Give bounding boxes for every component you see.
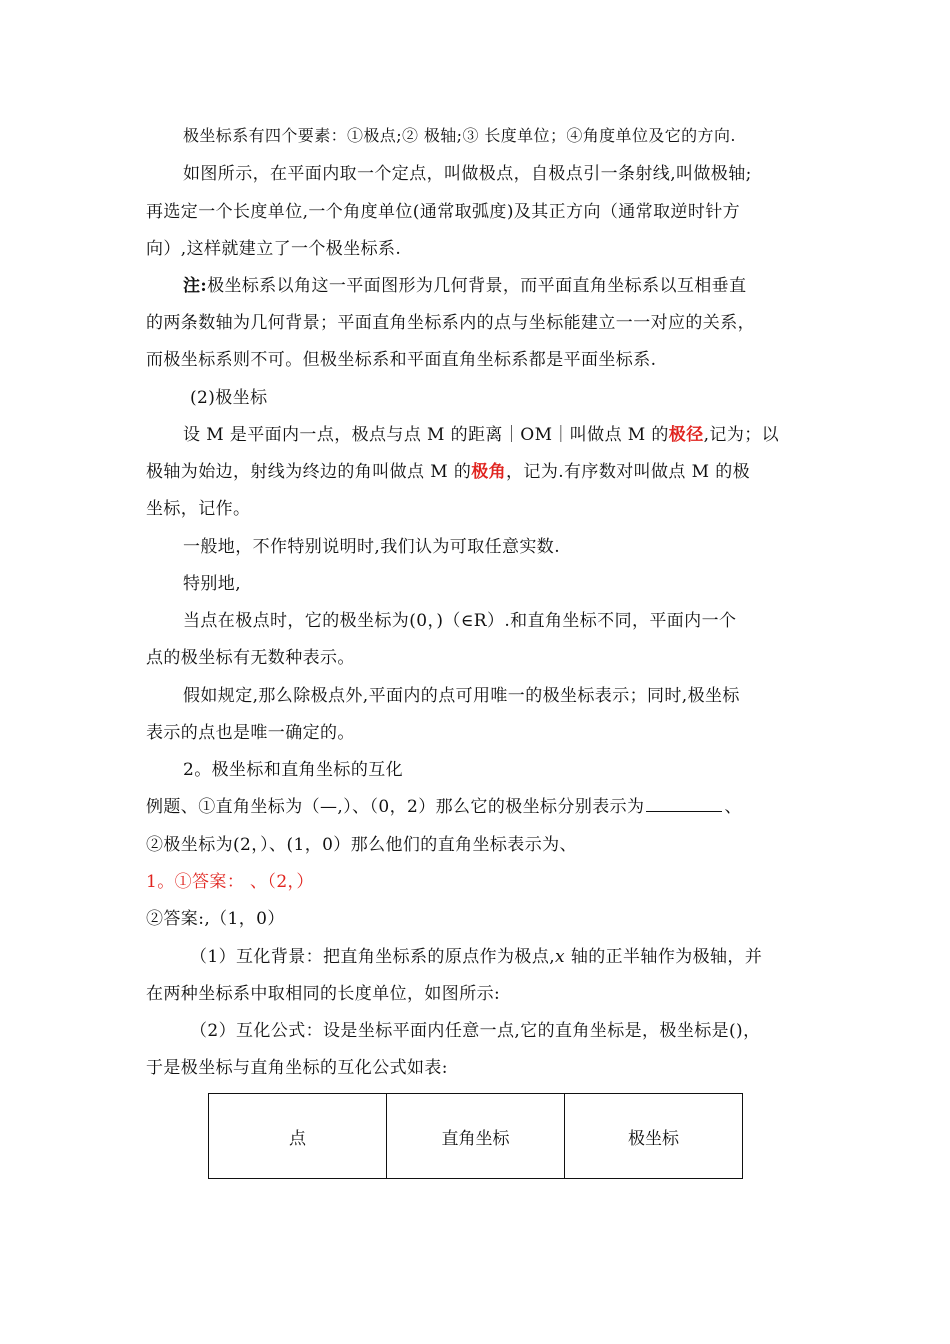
text-span: 轴的正半轴作为极轴，并 <box>565 947 763 967</box>
answer-blank[interactable] <box>646 795 722 812</box>
text-span: 设 M 是平面内一点，极点与点 M 的距离｜OM｜叫做点 M 的 <box>183 425 669 445</box>
example-line: ②极坐标为(2，）、(1，0）那么他们的直角坐标表示为、 <box>146 835 577 855</box>
term-polar-radius: 极径 <box>668 425 704 445</box>
paragraph-line: （2）互化公式：设是坐标平面内任意一点,它的直角坐标是，极坐标是()， <box>190 1021 761 1041</box>
paragraph-line: 再选定一个长度单位,一个角度单位(通常取弧度)及其正方向（通常取逆时针方 <box>146 202 741 222</box>
paragraph-line: 特别地, <box>183 574 242 594</box>
table-header-point: 点 <box>209 1094 387 1179</box>
paragraph-line: 于是极坐标与直角坐标的互化公式如表: <box>146 1058 448 1078</box>
paragraph-line <box>190 945 762 969</box>
text-span: 极轴为始边，射线为终边的角叫做点 M 的 <box>146 462 472 482</box>
note-text: 极坐标系以角这一平面图形为几何背景，而平面直角坐标系以互相垂直 <box>207 276 747 296</box>
paragraph-line: 点的极坐标有无数种表示。 <box>146 648 355 668</box>
text-span: （1）互化背景：把直角坐标系的原点作为极点, <box>190 947 556 967</box>
paragraph-line: 在两种坐标系中取相同的长度单位，如图所示: <box>146 984 501 1004</box>
paragraph-line: 坐标，记作。 <box>146 499 251 519</box>
answer-line: ②答案:,（1，0） <box>146 909 285 929</box>
section-heading: (2)极坐标 <box>190 388 268 408</box>
table-row <box>209 1094 743 1179</box>
term-polar-angle: 极角 <box>471 462 507 482</box>
paragraph-line <box>146 460 750 484</box>
paragraph-line: 表示的点也是唯一确定的。 <box>146 723 355 743</box>
table-header-polar: 极坐标 <box>565 1094 743 1179</box>
text-span: 例题、①直角坐标为（—,）、（0，2）那么它的极坐标分别表示为 <box>146 797 645 817</box>
note-line <box>183 274 746 298</box>
section-heading: 2。极坐标和直角坐标的互化 <box>183 760 404 780</box>
answer-line: 1。①答案： 、（2，） <box>146 872 314 892</box>
x-variable: x <box>555 947 566 967</box>
paragraph-line: 向）,这样就建立了一个极坐标系. <box>146 239 402 259</box>
paragraph-line: 一般地，不作特别说明时,我们认为可取任意实数. <box>183 537 561 557</box>
note-label: 注: <box>183 276 208 296</box>
paragraph-line: 当点在极点时，它的极坐标为(0，)（∈R）.和直角坐标不同，平面内一个 <box>183 611 737 631</box>
paragraph-line: 假如规定,那么除极点外,平面内的点可用唯一的极坐标表示；同时,极坐标 <box>183 686 740 706</box>
text-span: ，记为.有序数对叫做点 M 的极 <box>506 462 751 482</box>
paragraph-line: 如图所示，在平面内取一个定点，叫做极点，自极点引一条射线,叫做极轴; <box>183 164 752 184</box>
paragraph-line: 极坐标系有四个要素：①极点;② 极轴;③ 长度单位；④角度单位及它的方向. <box>183 126 736 145</box>
conversion-table <box>208 1093 743 1179</box>
paragraph-line <box>183 423 779 447</box>
table-header-rectangular: 直角坐标 <box>387 1094 565 1179</box>
paragraph-line: 的两条数轴为几何背景；平面直角坐标系内的点与坐标能建立一一对应的关系， <box>146 313 755 333</box>
text-span: 、 <box>724 797 742 817</box>
text-span: ,记为；以 <box>703 425 780 445</box>
paragraph-line: 而极坐标系则不可。但极坐标系和平面直角坐标系都是平面坐标系. <box>146 350 657 370</box>
example-line <box>146 795 742 819</box>
